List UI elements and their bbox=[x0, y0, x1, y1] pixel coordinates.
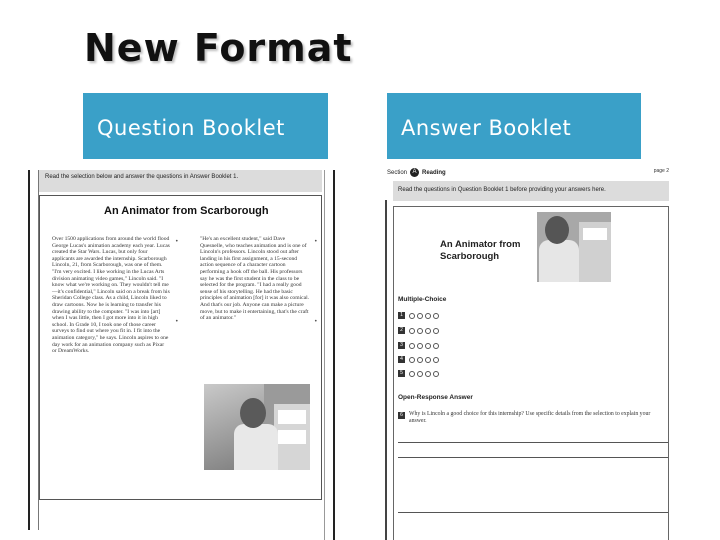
mc-answer-row bbox=[398, 327, 441, 335]
question-instruction-bar: Read the selection below and answer the questions in Answer Booklet 1. bbox=[39, 170, 322, 192]
slide-title: New Format bbox=[84, 26, 353, 70]
animator-photo bbox=[204, 384, 310, 470]
section-name: Reading bbox=[422, 170, 446, 177]
answer-bubble[interactable] bbox=[433, 371, 439, 377]
answer-bubble[interactable] bbox=[409, 371, 415, 377]
answer-line[interactable] bbox=[398, 457, 668, 458]
answer-instruction-bar: Read the questions in Question Booklet 1 before providing your answers here. bbox=[393, 181, 669, 201]
answer-bubble[interactable] bbox=[409, 313, 415, 319]
page-edge bbox=[385, 200, 387, 540]
answer-bubble[interactable] bbox=[417, 313, 423, 319]
paragraph-marker: • bbox=[314, 318, 318, 325]
question-booklet-page bbox=[28, 162, 335, 540]
section-header bbox=[387, 168, 446, 177]
answer-bubble[interactable] bbox=[433, 357, 439, 363]
answer-article-title: An Animator from Scarborough bbox=[440, 239, 521, 262]
multiple-choice-heading: Multiple-Choice bbox=[398, 296, 447, 303]
open-response-number: 6 bbox=[398, 412, 405, 419]
mc-question-number: 5 bbox=[398, 370, 405, 377]
page-edge bbox=[28, 170, 30, 530]
answer-bubble[interactable] bbox=[433, 328, 439, 334]
page-edge bbox=[324, 170, 325, 540]
mc-answer-row bbox=[398, 342, 441, 350]
answer-bubble[interactable] bbox=[425, 313, 431, 319]
animator-photo bbox=[537, 212, 611, 282]
answer-bubble[interactable] bbox=[433, 313, 439, 319]
answer-bubble[interactable] bbox=[409, 328, 415, 334]
mc-question-number: 2 bbox=[398, 327, 405, 334]
mc-answer-row bbox=[398, 370, 441, 378]
answer-bubble[interactable] bbox=[417, 357, 423, 363]
answer-bubble[interactable] bbox=[425, 357, 431, 363]
paragraph-marker: • bbox=[175, 318, 179, 325]
answer-bubble[interactable] bbox=[425, 328, 431, 334]
mc-answer-row bbox=[398, 356, 441, 364]
answer-line[interactable] bbox=[398, 442, 668, 443]
paragraph-marker: • bbox=[175, 238, 179, 245]
answer-booklet-page bbox=[385, 162, 673, 540]
mc-answer-row bbox=[398, 312, 441, 320]
paragraph-marker: • bbox=[314, 238, 318, 245]
answer-booklet-header: Answer Booklet bbox=[387, 93, 641, 159]
answer-bubble[interactable] bbox=[409, 343, 415, 349]
mc-question-number: 3 bbox=[398, 342, 405, 349]
mc-question-number: 4 bbox=[398, 356, 405, 363]
article-title: An Animator from Scarborough bbox=[104, 205, 269, 217]
answer-bubble[interactable] bbox=[425, 343, 431, 349]
section-badge: A bbox=[410, 168, 419, 177]
answer-bubble[interactable] bbox=[417, 371, 423, 377]
question-booklet-header: Question Booklet bbox=[83, 93, 328, 159]
answer-bubble[interactable] bbox=[409, 357, 415, 363]
answer-bubble[interactable] bbox=[433, 343, 439, 349]
answer-bubble[interactable] bbox=[417, 328, 423, 334]
mc-question-number: 1 bbox=[398, 312, 405, 319]
answer-bubble[interactable] bbox=[417, 343, 423, 349]
answer-bubble[interactable] bbox=[425, 371, 431, 377]
open-response-heading: Open-Response Answer bbox=[398, 394, 473, 401]
article-column-left: Over 1500 applications from around the world flood George Lucas's animation academy each year. Lucas created the Star Wars. Lucas, but only four applicants are awarded the internship. Scarborough Lincoln, 21, from Scarborough, was one of them. "I'm very excited. I like working in the Lucas Arts division animating video games," Lincoln said. "I know what we're working on. They wouldn't tell me—it's confidential," Lincoln said on a break from his Sheridan College class. As a child, Lincoln liked to draw cartoons. Now he is learning to transfer his drawing ability to the computer. "I was into [art] when I was little, then I got more into it in high school. In Grade 10, I took one of those career surveys to find out where you fit in. I fit into the animation category," he says. Lincoln aspires to one day work for an animation company such as Pixar or DreamWorks. bbox=[52, 236, 170, 355]
page-number: page 2 bbox=[653, 168, 669, 174]
article-column-right: "He's an excellent student," said Dave Quesnelle, who teaches animation and is one of Lincoln's professors. Lincoln stood out after landing in his first assignment, a 15-second action sequence of a character cartoon performing a hook off the ball. His professors say he was the first student in the class to be selected for the program. "I had a really good sense of his storytelling. He had the basic principles of animation [for] it was also comical. And that's our job. Anyone can make a picture move, but to make it entertaining, that's the craft of an animator." bbox=[200, 236, 310, 322]
section-label: Section bbox=[387, 170, 408, 177]
page-edge bbox=[333, 170, 335, 540]
answer-line[interactable] bbox=[398, 512, 668, 513]
open-response-question: Why is Lincoln a good choice for this internship? Use specific details from the selection to explain your answer. bbox=[409, 411, 651, 424]
